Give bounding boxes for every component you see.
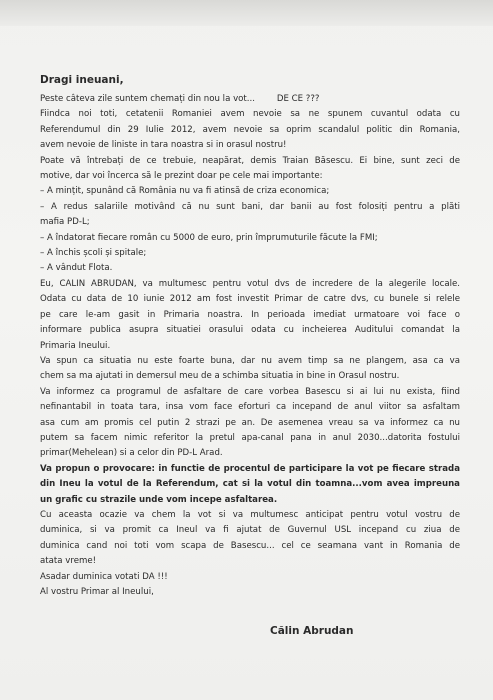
bold-proposal-line: Va propun o provocare: in functie de procentul de participare la vot pe fiecare strada	[40, 463, 460, 474]
list-item: – A mințit, spunând că România nu va fi atinsă de criza economica;	[40, 186, 330, 197]
letter-line: primar(Mehelean) si a celor din PD-L Arad.	[40, 448, 223, 459]
letter-line: Poate vă întrebați de ce trebuie, neapărat, demis Traian Băsescu. Ei bine, sunt zeci de	[40, 155, 460, 166]
letter-line: Fiindca noi toti, cetatenii Romaniei avem nevoie sa ne spunem cuvantul odata cu	[40, 109, 460, 120]
list-item: – A îndatorat fiecare român cu 5000 de euro, prin împrumuturile făcute la FMI;	[40, 232, 378, 243]
letter-line: Asadar duminica votati DA !!!	[40, 571, 168, 582]
list-item: – A vândut Flota.	[40, 263, 113, 274]
letter-line: motive, dar voi încerca să le prezint doar pe cele mai importante:	[40, 171, 323, 182]
letter-body	[40, 72, 460, 600]
letter-line: asa cum am promis cel putin 2 strazi pe an. De asemenea vreau sa va informez ca nu	[40, 417, 460, 428]
letter-line: chem sa ma ajutati in demersul meu de a schimba situatia in bine in Orasul nostru.	[40, 371, 400, 382]
closing-line: Al vostru Primar al Ineului,	[40, 587, 154, 597]
letter-line: duminica cand noi toti vom scapa de Basescu... cel ce seamana vant in Romania de	[40, 540, 460, 551]
letter-line: Primaria Ineului.	[40, 340, 111, 351]
letter-line: Eu, CALIN ABRUDAN, va multumesc pentru votul dvs de incredere de la alegerile locale.	[40, 278, 460, 289]
letter-line: Odata cu data de 10 iunie 2012 am fost investit Primar de catre dvs, cu bunele si relele	[40, 294, 460, 305]
letter-line: atata vreme!	[40, 556, 97, 567]
letter-line: Va informez ca programul de asfaltare de care vorbea Basescu si ai lui nu exista, fiind	[40, 386, 460, 397]
letter-line: Cu aceasta ocazie va chem la vot si va multumesc anticipat pentru votul vostru de	[40, 509, 460, 520]
letter-line: Referendumul din 29 Iulie 2012, avem nevoie sa oprim scandalul politic din Romania,	[40, 124, 460, 135]
signature-name: Călin Abrudan	[270, 625, 354, 637]
bold-proposal-line: un grafic cu strazile unde vom incepe asfaltarea.	[40, 494, 278, 505]
letter-line: Peste câteva zile suntem chemați din nou la vot... DE CE ???	[40, 94, 320, 104]
letter-line: duminica, si va promit ca Ineul va fi ajutat de Guvernul USL incepand cu ziua de	[40, 525, 460, 536]
greeting: Dragi ineuani,	[40, 74, 124, 86]
letter-line: informare publica asupra situatiei orasului odata cu incheierea Auditului comandat la	[40, 325, 460, 336]
list-item: – A redus salariile motivând că nu sunt bani, dar banii au fost folosiți pentru a plăti	[40, 201, 460, 212]
letter-line: putem sa facem nimic referitor la pretul apa-canal pana in anul 2030...datorita fostului	[40, 432, 460, 443]
paper-fold-shadow	[0, 0, 493, 26]
letter-line: Va spun ca situatia nu este foarte buna, dar nu avem timp sa ne plangem, asa ca va	[40, 355, 460, 366]
letter-line: mafia PD-L;	[40, 217, 90, 228]
letter-line: pe care le-am gasit in Primaria noastra. In perioada imediat urmatoare voi face o	[40, 309, 460, 320]
letter-line: avem nevoie de liniste in tara noastra si in orasul nostru!	[40, 140, 287, 151]
list-item: – A închis școli și spitale;	[40, 248, 147, 259]
bold-proposal-line: din Ineu la votul de la Referendum, cat si la votul din toamna...vom avea impreuna	[40, 479, 460, 490]
letter-line: nefinantabil in toata tara, insa vom face eforturi ca incepand de anul viitor sa asfaltam	[40, 402, 460, 413]
